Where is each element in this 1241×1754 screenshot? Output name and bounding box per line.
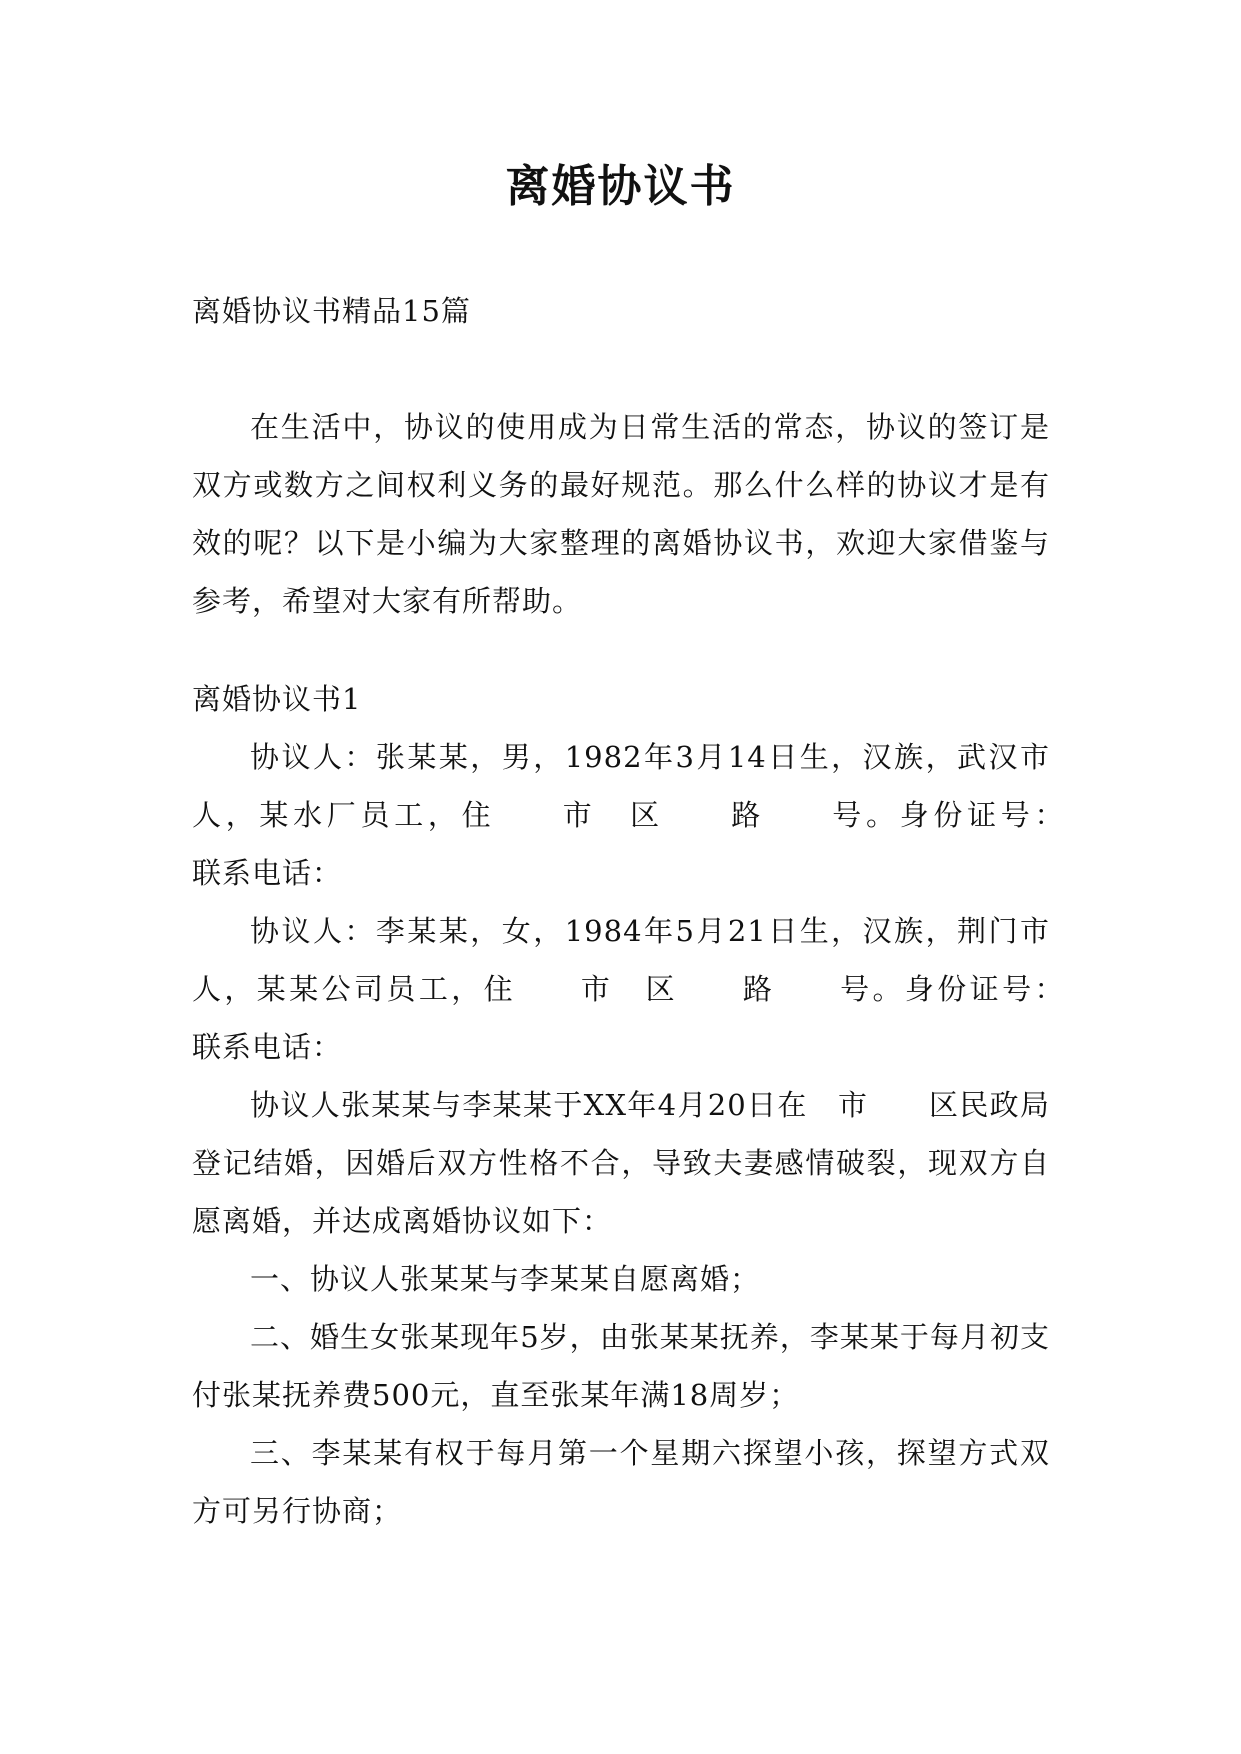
document-subtitle: 离婚协议书精品15篇 <box>192 294 471 328</box>
section-title: 离婚协议书1 <box>192 682 362 716</box>
clause-1: 一、协议人张某某与李某某自愿离婚； <box>250 1262 761 1296</box>
party-1-paragraph: 协议人：张某某，男，1982年3月14日生，汉族，武汉市人，某水厂员工，住 市 区 路 号。身份证号： 联系电话： <box>192 740 1171 890</box>
clause-3: 三、李某某有权于每月第一个星期六探望小孩，探望方式双方可另行协商； <box>192 1436 1050 1528</box>
statement-paragraph: 协议人张某某与李某某于XX年4月20日在 市 区民政局登记结婚，因婚后双方性格不合，导致夫妻感情破裂，现双方自愿离婚，并达成离婚协议如下： <box>192 1088 1050 1238</box>
document-title: 离婚协议书 <box>505 161 736 212</box>
spacer <box>192 630 1050 670</box>
spacer <box>192 340 1050 398</box>
party-2-paragraph: 协议人：李某某，女，1984年5月21日生，汉族，荆门市人，某某公司员工，住 市 区 路 号。身份证号： 联系电话： <box>192 914 1171 1064</box>
clause-2: 二、婚生女张某现年5岁，由张某某抚养，李某某于每月初支付张某抚养费500元，直至张某年满18周岁； <box>192 1320 1050 1412</box>
intro-paragraph: 在生活中，协议的使用成为日常生活的常态，协议的签订是双方或数方之间权利义务的最好规范。那么什么样的协议才是有效的呢？以下是小编为大家整理的离婚协议书，欢迎大家借鉴与参考，希望对大家有所帮助。 <box>192 410 1050 618</box>
document-body <box>192 282 1171 1540</box>
